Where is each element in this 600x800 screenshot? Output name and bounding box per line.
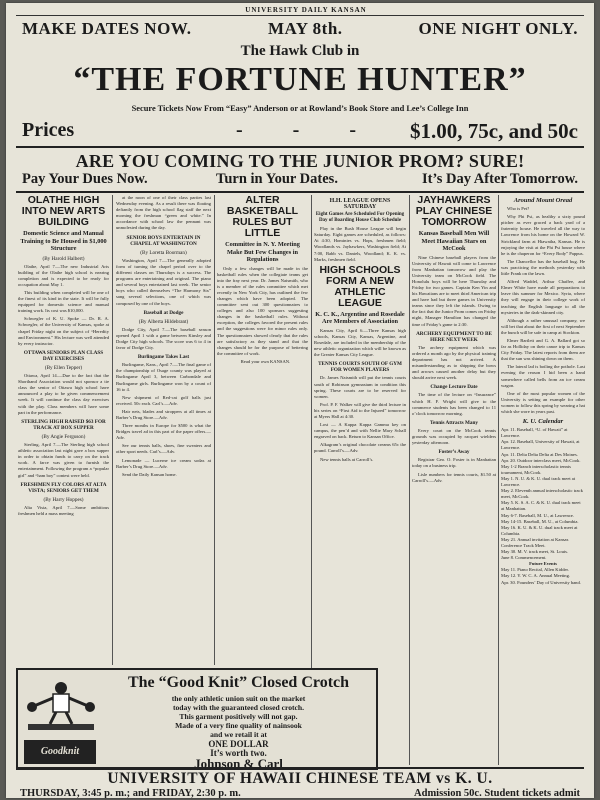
paragraph: The archery equipment which was ordered a month ago by the physical training department has not arrived. A misunderstanding as to shipping the bows and arrows caused another delay but they should arrive next week. xyxy=(412,344,496,381)
paragraph: Schwegler of K. U. Spoke — Dr. R. A. Schwegler, of the University of Kansas, spoke at chapel Friday night on the subject of “Heredity and Environment.” His lecture was well attended by every instructor. xyxy=(18,316,109,346)
paragraph: This building when completed will be one of the finest of its kind in the state. It will be fully equipped for domestic science and manual training work. Its cost was $10,000. xyxy=(18,289,109,314)
ad-date-line xyxy=(16,19,584,41)
subhead: Baseball at Dodge xyxy=(143,309,184,316)
column-divider xyxy=(112,195,113,665)
subhead: K. C. K., Argentine and Rosedale Are Members of Association xyxy=(315,310,405,326)
paragraph: Although a rather unusual company, we will bet that about the first of next September the bunch will be safe in camp at Stockton. xyxy=(501,317,585,335)
paragraph: Elmer Bartlett and G. A. Ballard got so far as Holliday on their canoe trip to Kansas City Friday. The latest reports from them are that the sun was shining down on them. xyxy=(501,337,585,362)
byline: (By Harold Halbert) xyxy=(42,255,85,262)
calendar-item: Apr. 20. Outdoor interclass meet, McCook. xyxy=(501,457,581,463)
athlete-figure-icon xyxy=(22,676,100,736)
paragraph: The lateral lad is boiling the pothole. Last evening the reason I hid been a hand somewhere called bells from an ice cream wagon. xyxy=(501,364,585,388)
banner-admission: Admission 50c. Student tickets admit xyxy=(414,788,580,798)
paragraph: Washington, April 7.—The generally adopted form of turning the chapel period over to the different classes on Thursdays is a success. The programs are entertaining and original. The piano and several boys entertained last week. The senior boys who called themselves “The Harmony Six” sang several selections, one of which was composed by one of the boys. xyxy=(116,257,211,306)
banner-headline: UNIVERSITY OF HAWAII CHINESE TEAM vs K. U. xyxy=(107,770,493,787)
paragraph: Registrar Geo. O. Foster is in Manhattan today on a business trip. xyxy=(412,457,496,469)
ad-item: Lemonade — Lucerne ice cream sodas at Barber’s Drug Store.—Adv. xyxy=(116,457,211,469)
ad-tickets: Secure Tickets Now From “Easy” Anderson or at Rowland’s Book Store and Lee’s College Inn xyxy=(131,104,469,113)
paragraph: Dodge City, April 7.—The baseball season opened April 1 with a game between Kinsley and Dodge City high schools. The score was 6 to 4 in favor of Dodge City. xyxy=(116,326,211,351)
paragraph: The time of the lecture on “Insurance” which H. F. Wright will give to the commerce students has been changed to 11 o’clock tomorrow morning. xyxy=(412,392,496,416)
masthead: UNIVERSITY DAILY KANSAN xyxy=(245,6,367,14)
prom-subline xyxy=(16,171,584,189)
calendar-item: May 2. Eleventh annual interscholastic track meet, McCook. xyxy=(501,488,583,500)
ad-headline: The “Good Knit” Closed Crotch xyxy=(127,674,350,691)
ad-make-dates: MAKE DATES NOW. xyxy=(22,19,192,38)
paragraph: Every court on the McCook tennis grounds was occupied by racquet wielders yesterday afternoon. xyxy=(412,427,496,446)
paragraph: Why Phi Psi, as healthy a sixty pound pitcher as ever graced a back yard of a fraternity house. He traveled all the way to Lawrence from his home on the Howard W. Strickland farm at Hiawatha, Kansas. He is enjoying the visit at the Phi Psi house where he is the chaperon for “Every Body” Pappus. xyxy=(501,214,585,256)
calendar-item: May 16. K. U. & K. U. dual track meet at Columbia. xyxy=(501,524,578,536)
calendar-title: K. U. Calendar xyxy=(522,418,564,426)
ad-price: ONE DOLLAR xyxy=(208,739,269,749)
divider xyxy=(16,191,584,193)
prom-headline: ARE YOU COMING TO THE JUNIOR PROM? SURE! xyxy=(75,151,525,171)
ad-store: Johnson & Carl xyxy=(194,756,283,771)
paragraph: Who is Pet? xyxy=(507,206,530,212)
ad-line: This garment positively will not gap. xyxy=(179,712,298,721)
paragraph: Dr. James Naismith will put the tennis courts south of Robinson gymnasium in condition this spring. These courts are to be reserved for women. xyxy=(314,375,406,399)
ad-presenter: The Hawk Club in xyxy=(240,43,360,59)
goodknit-logo: Goodknit xyxy=(24,740,96,764)
prom-day-after: It’s Day After Tomorrow. xyxy=(421,171,578,187)
byline: (By Alberta Hildebrant) xyxy=(138,318,189,325)
subhead: ARCHERY EQUIPMENT TO BE HERE NEXT WEEK xyxy=(416,330,492,343)
byline: (By Angie Ferguson) xyxy=(41,433,86,440)
byline: (By Ellen Tepper) xyxy=(44,365,83,371)
subhead: Burlingame Takes Last xyxy=(137,354,190,361)
paragraph: Lisle numbers for tennis courts, $1.50 at Carroll’s.—Adv. xyxy=(412,471,496,483)
hawaii-game-banner xyxy=(16,768,584,798)
column-olathe xyxy=(18,195,109,665)
ad-title: “THE FORTUNE HUNTER” xyxy=(73,61,527,98)
calendar-item: Apr. 12. Baseball, University of Hawaii, at Lawrence. xyxy=(501,439,580,451)
ad-dashes: - - - xyxy=(236,119,356,141)
ad-date: MAY 8th. xyxy=(268,19,343,38)
prom-turn-in: Turn in Your Dates. xyxy=(216,171,338,187)
paragraph: Play in the Bush House League will begin Saturday. Eight games are scheduled, as follows: At 4:30, Hominies vs. Hops, freshmen field; Woodlands vs. Jayhawkers, Washington field; At 7:00, Babb vs. Daniels, Woodland; K. K. vs. Marks, freshmen field. xyxy=(314,226,406,262)
headline: H.H. LEAGUE OPENS SATURDAY xyxy=(329,198,391,211)
ad-item: Hair nets, blades and stroppers at all times at Barber’s Drug Store.—Adv. xyxy=(116,408,211,420)
column-senior-boys xyxy=(116,195,211,665)
column-divider xyxy=(214,195,215,665)
ad-body xyxy=(106,694,371,771)
paragraph: Only a few changes will be made in the basketball rules when the collegiate teams get into the fray next year. Dr. James Naismith, who is a member of the rules committee which met recently in New York City, has outlined the few changes which have been adopted. The committee sent out 300 questionnaires to colleges and also 100 sponsors suggesting changes in the basketball rules. Without exception, the colleges favored the present rules and the suggestions were for minor rules only. The questionnaires showed clearly that the rules are satisfactory as they stand and that the changes should be for the purpose of bettering the committee of work. xyxy=(217,265,308,356)
good-knit-ad xyxy=(16,668,378,770)
calendar-item: Apr. 30. Founders’ Day of University band. xyxy=(501,579,581,585)
ad-item: Three months in Europe for $500 is what the Bridges travel ad in this part of the paper offers.—Adv. xyxy=(116,423,211,441)
calendar-item: May 6-7. Baseball, M. U., at Lawrence. xyxy=(501,512,574,518)
calendar-item: June 8. Commencement. xyxy=(501,555,547,561)
column-jayhawkers xyxy=(412,195,496,765)
calendar-item: May 21. Annual invitation at Kansas Conference Track Meet. xyxy=(501,536,569,548)
column-divider xyxy=(409,195,410,765)
paragraph: Read your own KANSAN. xyxy=(240,358,291,364)
paragraph: Alkagram’s original chocolate creams 65c the pound. Carroll’s.—Adv. xyxy=(314,442,406,454)
headline: HIGH SCHOOLS FORM A NEW ATHLETIC LEAGUE xyxy=(319,263,401,309)
athlete-illustration xyxy=(22,676,100,736)
paragraph: Kansas City, April 6.—Three Kansas high schools, Kansas City, Kansas, Argentine, and Rosedale, are included in the membership of the new athletic organization which will be known as the Greater Kansas City League. xyxy=(314,327,406,358)
column-divider xyxy=(498,195,499,765)
subhead: Foster’s Away xyxy=(438,449,470,456)
calendar-item: May 14-15. Baseball, M. U., at Columbia. xyxy=(501,518,579,524)
calendar-item: May 5. K. S. A. C. & K. U. dual track meet at Manhattan. xyxy=(501,500,581,512)
paragraph: Ottawa, April 14.—Due to the fact that the Shorthand Association would not sponsor a tie class the senior of Ottawa high school have announced a play to be given commencement week. It will continue the class day exercises with the play. Class members will have some part in the performance. xyxy=(18,373,109,415)
ad-item: New shipment of Red-cat golf balls just received. 50c each. Carl’s.—Adv. xyxy=(116,394,211,406)
subhead: Change Lecture Date xyxy=(430,384,478,391)
ad-tagline: It’s worth two. xyxy=(210,748,267,758)
ad-one-night: ONE NIGHT ONLY. xyxy=(418,19,578,38)
paragraph: Sterling, April 7.—The Sterling high school athletic association last night gave a box supper in order to obtain funds to carry on the track work. A farce was given to furnish the entertainment. Following the program a “popular girl” and “ham boy” contest were held. xyxy=(18,442,109,478)
banner-times: THURSDAY, 3:45 p. m.; and FRIDAY, 2:30 p. m. xyxy=(20,788,241,798)
paragraph: Alfred Waddel, Arthur Chaffee, and Elmer White have made all preparations to leave this summer for Mexico. Syria, where they will engage in their college work of teaching the English language to all the mysteries in the dark-skinned city. xyxy=(501,279,585,315)
subhead: STERLING HIGH RAISED $63 FOR TRACK AT BOX SUPPER xyxy=(21,418,106,431)
subhead: Kansas Baseball Men Will Meet Hawaiian Stars on McCook xyxy=(418,230,490,252)
paragraph: Burlingame, Kans., April 7.—The final game of the championship of Osage county was played at Burlingame April 3, between Carbondale and Burlingame girls. Burlingame won by a count of 16 to 4. xyxy=(116,362,211,392)
calendar-item: May 11. Piano Recital, Allen Kidder. xyxy=(501,567,569,573)
subhead: TENNIS COURTS SOUTH OF GYM FOR WOMEN PLAYERS xyxy=(318,361,402,374)
calendar-item: May 1. N. U. & K. U. dual track meet at Lawrence. xyxy=(501,475,576,488)
paragraph: Alta Vista, April 7.—Some ambitious freshmen held a mass meeting xyxy=(18,504,109,516)
paragraph: Nine Chinese baseball players from the University of Hawaii will come to Lawrence from Manhattan tomorrow and play the University team on McCook field. The Honolulu boys will be here Thursday and Friday for two games. Captain Ken Yin and his Hawaiians are to meet third American trip and have had but three games in University teams since they left the islands. Owing to the fact that the Junior Prom comes on Friday night, Manager Hamilton has changed the time of Friday’s game to 2:30. xyxy=(412,254,496,327)
subhead: SENIOR BOYS ENTERTAIN IN CHAPEL AT WASHINGTON xyxy=(126,234,201,247)
headline: ALTER BASKETBALL RULES BUT LITTLE xyxy=(226,195,299,239)
subhead: Eight Games Are Scheduled For Opening Day of Boarding House Club Schedule xyxy=(315,212,405,224)
calendar-item: Apr. 11. Delta Delta Delta at Des Moines. xyxy=(501,451,578,457)
divider xyxy=(16,15,584,16)
subhead: FRESHMEN FLY COLORS AT ALTA VISTA; SENIORS GET THEM xyxy=(20,481,107,494)
ad-line: the only athletic union suit on the market xyxy=(171,694,306,703)
banner-subline xyxy=(16,788,584,798)
headline: JAYHAWKERS PLAY CHINESE TOMORROW xyxy=(415,195,493,228)
calendar-item: May 12. Y. W. C. A. Annual Meeting. xyxy=(501,573,571,579)
headline: Around Mount Oread xyxy=(513,197,573,204)
ad-line: Made of a very fine quality of nainsook xyxy=(175,721,302,730)
ad-prices-label: Prices xyxy=(22,119,75,141)
paragraph: Lost — A Kappa Kappa Gamma key on campus, the pen’d and with Nellie Mary Schall engraved on back. Return to Kansan Office. xyxy=(314,422,406,440)
calendar-item: May 1-2 Branch interscholastic tennis tournament, McCook. xyxy=(501,463,571,475)
newspaper-page xyxy=(6,3,594,798)
ad-prices: $1.00, 75c, and 50c xyxy=(410,119,578,143)
paragraph: Prof. P. F. Walker will give the third lecture in his series on “First Aid to the Injured” tomorrow at Myers Hall at 4:30. xyxy=(314,401,406,419)
column-basketball xyxy=(217,195,308,665)
ad-item: Send the Daily Kansan home. xyxy=(122,471,177,477)
ad-line: and we retail it at xyxy=(210,730,267,739)
byline: (By Loretta Boorman) xyxy=(140,249,187,256)
paragraph: at the noon of one of their class parties last Wednesday evening. As a result there was floating defiantly from the high school flag staff the next morning the freshman “green and white.” In accordance with school law the pennant was unmolested during the day. xyxy=(116,195,211,231)
subhead: Committee in N. Y. Meeting Make But Few Changes in Regulations xyxy=(225,241,300,263)
calendar-item: Apr. 11. Baseball, “U. of Hawaii” at Lawrence. xyxy=(501,427,568,439)
column-mount-oread xyxy=(501,195,585,765)
subhead: OTTAWA SENIORS PLAN CLASS DAY EXERCISES xyxy=(23,349,104,362)
calendar-item: Future Events xyxy=(529,561,557,567)
paragraph: Olathe, April 7.—The new Industrial Arts building of the Olathe high school is nearing completion and is expected to be ready for occupation about May 1. xyxy=(18,263,109,287)
subhead: Tennis Attracts Many xyxy=(430,419,478,426)
paragraph: One of the most popular women of the University is setting an example for other women to follow this spring by wearing a hat which she wore in years past. xyxy=(501,390,585,414)
prom-pay-dues: Pay Your Dues Now. xyxy=(22,171,148,187)
divider xyxy=(16,146,584,148)
headline: OLATHE HIGH INTO NEW ARTS BUILDING xyxy=(21,195,106,228)
subhead: Domestic Science and Manual Training to Be Housed in $1,000 Structure xyxy=(20,230,107,252)
calendar-item: May 30. M. V. track meet, St. Louis. xyxy=(501,549,569,555)
ad-prices-line xyxy=(16,119,584,145)
calendar-list xyxy=(501,427,585,585)
paragraph: The Chancellor has the baseball bug. He was practicing the methods yesterday with little Frank on the lawn. xyxy=(501,258,585,277)
paragraph: New tennis balls at Carroll’s. xyxy=(320,456,374,462)
ad-line: today with the guaranteed closed crotch. xyxy=(172,703,305,712)
byline: (By Harry Hoppes) xyxy=(43,496,84,503)
ad-item: See our tennis balls, shoes, fine sweaters and other sport needs. Carl’s.—Adv. xyxy=(116,443,211,455)
